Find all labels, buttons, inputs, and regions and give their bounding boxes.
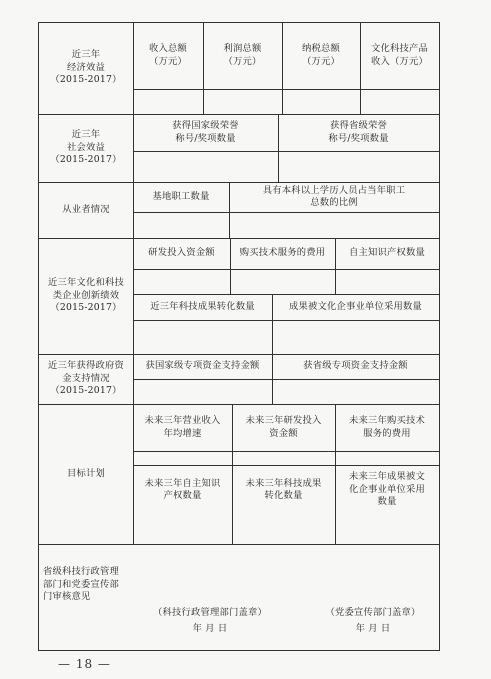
application-form-table: [38, 22, 440, 651]
economic-benefit-label: 近三年 经济效益 （2015-2017）: [50, 49, 122, 86]
tech-dept-seal-text: （科技行政管理部门盖章）: [153, 606, 267, 618]
social-benefit-label: 近三年 社会效益 （2015-2017）: [50, 129, 122, 166]
row-divider: [39, 544, 439, 545]
innovation-label: 近三年文化和科技 类企业创新绩效 （2015-2017）: [48, 277, 124, 314]
provincial-fund-header: 获省级专项资金支持金额: [303, 360, 408, 372]
government-funding-label: 近三年获得政府资 金支持情况 （2015-2017）: [48, 360, 124, 397]
ip-count-header: 自主知识产权数量: [349, 247, 425, 259]
bachelor-ratio-header: 具有本科以上学历人员占当年职工 总数的比例: [262, 184, 406, 208]
adoption-target-header: 未来三年成果被文 化企事业单位采用 数量: [349, 471, 425, 508]
rd-investment-header: 研发投入资金额: [148, 247, 215, 259]
national-fund-header: 获国家级专项资金支持金额: [145, 360, 260, 372]
tech-transfer-count-header: 近三年科技成果转化数量: [150, 300, 255, 312]
profit-total-header: 利润总额 （万元）: [223, 43, 262, 67]
adoption-count-header: 成果被文化企事业单位采用数量: [289, 300, 422, 312]
tech-dept-date: 年 月 日: [192, 622, 228, 634]
tax-total-header: 纳税总额 （万元）: [302, 43, 340, 67]
staff-label: 从业者情况: [62, 203, 110, 215]
cell-divider: [133, 89, 439, 90]
revenue-total-header: 收入总额 （万元）: [149, 43, 187, 67]
tech-service-target-header: 未来三年购买技术 服务的费用: [349, 415, 425, 439]
culture-tech-revenue-header: 文化科技产品 收入（万元）: [371, 43, 428, 67]
cell-divider: [133, 269, 439, 270]
revenue-growth-target-header: 未来三年营业收入 年均增速: [144, 415, 221, 439]
ip-count-target-header: 未来三年自主知识 产权数量: [144, 477, 221, 501]
cell-divider: [133, 151, 439, 152]
cell-divider: [133, 320, 439, 321]
provincial-honor-header: 获得省级荣誉 称号/奖项数量: [328, 120, 389, 144]
target-plan-label: 目标计划: [67, 467, 105, 479]
cell-divider: [133, 212, 439, 213]
base-staff-count-header: 基地职工数量: [152, 190, 210, 202]
propaganda-dept-seal-text: （党委宣传部门盖章）: [325, 606, 421, 618]
review-opinion-label: 省级科技行政管理 部门和党委宣传部 门审核意见: [43, 566, 119, 603]
national-honor-header: 获得国家级荣誉 称号/奖项数量: [172, 120, 239, 144]
cell-divider: [133, 451, 439, 452]
page-number: — 18 —: [58, 657, 111, 671]
propaganda-dept-date: 年 月 日: [355, 622, 391, 634]
tech-service-cost-header: 购买技术服务的费用: [239, 247, 326, 259]
cell-divider: [133, 379, 439, 380]
tech-transfer-target-header: 未来三年科技成果 转化数量: [245, 477, 322, 501]
rd-investment-target-header: 未来三年研发投入 资金额: [245, 415, 322, 439]
